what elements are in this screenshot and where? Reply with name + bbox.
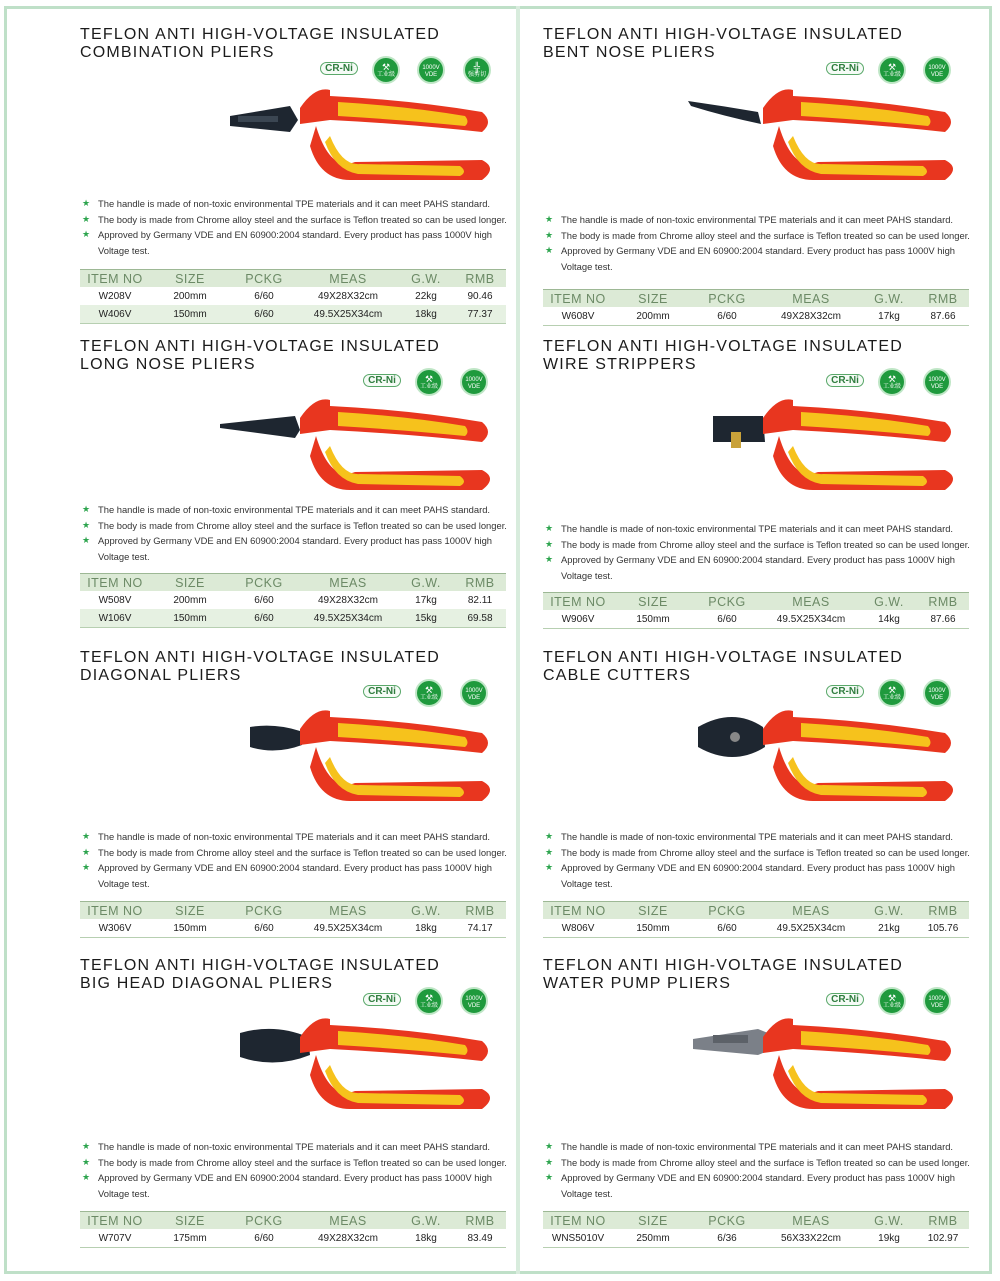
table-cell: W106V [80, 609, 150, 628]
table-cell: 6/60 [254, 594, 274, 606]
table-header-row [543, 1212, 969, 1230]
table-cell: 49.5X25X34cm [298, 305, 398, 324]
product-title: TEFLON ANTI HIGH-VOLTAGE INSULATED COMBINATION PLIERS [80, 26, 440, 61]
table-cell: 105.76 [917, 919, 969, 938]
feature-item: ★ Approved by Germany VDE and EN 60900:2004 standard. Every product has pass 1000V high Voltage test. [545, 862, 955, 889]
table-cell: 6/36 [693, 1229, 761, 1248]
pliers-image [220, 697, 500, 817]
table-header: MEAS [761, 902, 861, 920]
table-cell: W306V [80, 919, 150, 938]
table-cell: 77.37 [454, 305, 506, 324]
table-header-row [543, 290, 969, 308]
table-cell: 83.49 [454, 1229, 506, 1248]
product-section [80, 937, 510, 1242]
table-header: RMB [917, 290, 969, 308]
table-header: G.W. [861, 1212, 917, 1230]
spec-table [80, 573, 506, 628]
feature-item: ★ The handle is made of non-toxic environmental TPE materials and it can meet PAHS standard. [543, 1139, 973, 1155]
table-header: RMB [454, 270, 506, 288]
table-header: PCKG [693, 593, 761, 611]
feature-item: ★ The body is made from Chrome alloy steel and the surface is Teflon treated so can be used longer. [80, 212, 510, 228]
table-row [543, 919, 969, 938]
table-header: SIZE [150, 1212, 230, 1230]
pliers-image [683, 76, 963, 196]
table-cell: 6/60 [230, 305, 298, 324]
table-row [80, 609, 506, 628]
star-bullet-icon: ★ [82, 535, 91, 545]
table-row [80, 1229, 506, 1248]
vde-1000v-icon: 1000V VDE [923, 56, 951, 84]
feature-list [80, 829, 510, 891]
pliers-image [220, 76, 500, 196]
table-header: SIZE [613, 593, 693, 611]
table-header: ITEM NO [80, 574, 150, 592]
table-cell: 6/60 [230, 609, 298, 628]
crni-badge: CR-Ni [826, 374, 864, 387]
spec-table [80, 1211, 506, 1248]
table-header: SIZE [613, 290, 693, 308]
table-cell: 200mm [173, 594, 207, 606]
table-header: PCKG [693, 902, 761, 920]
table-header-row [80, 1212, 506, 1230]
table-header-row [80, 574, 506, 592]
feature-item: ★ The handle is made of non-toxic environmental TPE materials and it can meet PAHS standard. [80, 829, 510, 845]
product-title: TEFLON ANTI HIGH-VOLTAGE INSULATED WIRE STRIPPERS [543, 338, 903, 373]
table-cell: 14kg [861, 610, 917, 629]
table-header: ITEM NO [543, 1212, 613, 1230]
table-header: RMB [917, 902, 969, 920]
table-cell: 49.5X25X34cm [761, 919, 861, 938]
industrial-grade-icon: ⚒ 工业级 [415, 987, 443, 1015]
feature-list [80, 196, 510, 258]
table-header: MEAS [298, 1212, 398, 1230]
table-header: MEAS [298, 574, 398, 592]
table-cell: 49X28X32cm [317, 290, 379, 302]
table-cell: 6/60 [693, 919, 761, 938]
star-bullet-icon: ★ [82, 1156, 91, 1167]
industrial-grade-icon: ⚒ 工业级 [878, 679, 906, 707]
table-row [543, 610, 969, 629]
table-cell: 200mm [613, 307, 693, 326]
star-bullet-icon: ★ [545, 214, 554, 224]
product-section [543, 629, 973, 934]
table-header: SIZE [150, 270, 230, 288]
feature-item: ★ The handle is made of non-toxic environmental TPE materials and it can meet PAHS standard. [543, 212, 973, 228]
industrial-grade-icon: ⚒ 工业级 [878, 987, 906, 1015]
feature-item: ★ The body is made from Chrome alloy steel and the surface is Teflon treated so can be used longer. [543, 1155, 973, 1171]
table-header: PCKG [693, 290, 761, 308]
pliers-image [683, 1005, 963, 1125]
star-bullet-icon: ★ [545, 1141, 554, 1151]
product-section [80, 6, 510, 320]
table-cell: 22kg [415, 290, 437, 302]
table-header: G.W. [398, 902, 454, 920]
spec-table [543, 901, 969, 938]
table-header-row [543, 902, 969, 920]
feature-item: ★ Approved by Germany VDE and EN 60900:2004 standard. Every product has pass 1000V high Voltage test. [545, 1172, 955, 1199]
table-cell: 6/60 [230, 1229, 298, 1248]
column-divider [516, 6, 520, 1274]
feature-item: ★ Approved by Germany VDE and EN 60900:2004 standard. Every product has pass 1000V high Voltage test. [82, 229, 492, 256]
star-bullet-icon: ★ [82, 229, 91, 239]
table-cell: 150mm [613, 610, 693, 629]
table-cell: 87.66 [917, 307, 969, 326]
table-header: G.W. [398, 574, 454, 592]
table-cell: W707V [80, 1229, 150, 1248]
table-cell: W806V [543, 919, 613, 938]
feature-item: ★ Approved by Germany VDE and EN 60900:2004 standard. Every product has pass 1000V high Voltage test. [82, 535, 492, 562]
table-header: G.W. [861, 290, 917, 308]
table-header: RMB [917, 593, 969, 611]
product-section [80, 318, 510, 623]
table-cell: 17kg [861, 307, 917, 326]
crni-badge: CR-Ni [826, 62, 864, 75]
table-header: SIZE [613, 1212, 693, 1230]
table-header: MEAS [298, 902, 398, 920]
table-cell: 49X28X32cm [761, 307, 861, 326]
star-bullet-icon: ★ [545, 831, 554, 841]
table-row [80, 287, 506, 305]
table-cell: 18kg [398, 1229, 454, 1248]
feature-item: ★ The body is made from Chrome alloy steel and the surface is Teflon treated so can be used longer. [543, 537, 973, 553]
table-header: MEAS [298, 270, 398, 288]
feature-item: ★ Approved by Germany VDE and EN 60900:2004 standard. Every product has pass 1000V high Voltage test. [545, 245, 955, 272]
table-header-row [543, 593, 969, 611]
star-bullet-icon: ★ [545, 862, 554, 872]
star-bullet-icon: ★ [82, 1141, 91, 1151]
table-header: SIZE [150, 574, 230, 592]
table-header: PCKG [230, 574, 298, 592]
pliers-image [220, 1005, 500, 1125]
table-header: RMB [917, 1212, 969, 1230]
feature-item: ★ The handle is made of non-toxic environmental TPE materials and it can meet PAHS standard. [80, 1139, 510, 1155]
star-bullet-icon: ★ [545, 245, 554, 255]
table-header: PCKG [230, 1212, 298, 1230]
table-header-row [80, 902, 506, 920]
table-cell: 82.11 [467, 594, 493, 606]
table-header: MEAS [761, 593, 861, 611]
feature-list [543, 521, 973, 583]
feature-list [80, 502, 510, 564]
table-header: RMB [454, 574, 506, 592]
table-cell: 56X33X22cm [761, 1229, 861, 1248]
spec-table [80, 269, 506, 324]
table-header: ITEM NO [80, 1212, 150, 1230]
table-cell: 150mm [150, 305, 230, 324]
table-header: G.W. [861, 902, 917, 920]
star-bullet-icon: ★ [82, 213, 91, 224]
star-bullet-icon: ★ [82, 862, 91, 872]
star-bullet-icon: ★ [545, 229, 554, 240]
table-cell: 18kg [398, 305, 454, 324]
table-cell: 150mm [613, 919, 693, 938]
spec-table [543, 1211, 969, 1248]
table-cell: 49X28X32cm [317, 594, 379, 606]
table-cell: 200mm [173, 290, 207, 302]
product-title: TEFLON ANTI HIGH-VOLTAGE INSULATED DIAGONAL PLIERS [80, 649, 440, 684]
feature-item: ★ The body is made from Chrome alloy steel and the surface is Teflon treated so can be used longer. [80, 518, 510, 534]
table-cell: 21kg [861, 919, 917, 938]
table-cell: 74.17 [454, 919, 506, 938]
product-section [543, 6, 973, 322]
table-cell: 49X28X32cm [298, 1229, 398, 1248]
table-cell: 17kg [415, 594, 437, 606]
feature-item: ★ The body is made from Chrome alloy steel and the surface is Teflon treated so can be used longer. [543, 228, 973, 244]
table-header: ITEM NO [80, 902, 150, 920]
product-section [543, 318, 973, 623]
table-cell: 15kg [398, 609, 454, 628]
table-cell: WNS5010V [543, 1229, 613, 1248]
star-bullet-icon: ★ [82, 831, 91, 841]
table-row [543, 1229, 969, 1248]
star-bullet-icon: ★ [545, 1172, 554, 1182]
crni-badge: CR-Ni [363, 993, 401, 1006]
table-row [80, 919, 506, 938]
vde-1000v-icon: 1000V VDE [923, 679, 951, 707]
vde-1000v-icon: 1000V VDE [460, 679, 488, 707]
table-cell: 6/60 [254, 290, 274, 302]
table-cell: 250mm [613, 1229, 693, 1248]
table-header: ITEM NO [543, 902, 613, 920]
feature-item: ★ The handle is made of non-toxic environmental TPE materials and it can meet PAHS standard. [543, 829, 973, 845]
vde-1000v-icon: 1000V VDE [460, 987, 488, 1015]
feature-item: ★ The body is made from Chrome alloy steel and the surface is Teflon treated so can be used longer. [543, 845, 973, 861]
feature-item: ★ The handle is made of non-toxic environmental TPE materials and it can meet PAHS standard. [80, 196, 510, 212]
table-cell: 6/60 [693, 307, 761, 326]
star-bullet-icon: ★ [545, 538, 554, 549]
feature-item: ★ The body is made from Chrome alloy steel and the surface is Teflon treated so can be used longer. [80, 845, 510, 861]
table-cell: 175mm [150, 1229, 230, 1248]
table-cell: W406V [80, 305, 150, 324]
feature-list [543, 829, 973, 891]
strong-cutting-icon: ╬ 强剪切 [463, 56, 491, 84]
table-row [80, 591, 506, 609]
star-bullet-icon: ★ [545, 554, 554, 564]
table-header: SIZE [613, 902, 693, 920]
table-header: ITEM NO [80, 270, 150, 288]
table-cell: 87.66 [917, 610, 969, 629]
table-header: PCKG [693, 1212, 761, 1230]
table-cell: 102.97 [917, 1229, 969, 1248]
table-header: RMB [454, 902, 506, 920]
feature-item: ★ Approved by Germany VDE and EN 60900:2004 standard. Every product has pass 1000V high Voltage test. [82, 862, 492, 889]
table-cell: 6/60 [693, 610, 761, 629]
industrial-grade-icon: ⚒ 工业级 [415, 679, 443, 707]
product-title: TEFLON ANTI HIGH-VOLTAGE INSULATED BENT NOSE PLIERS [543, 26, 903, 61]
table-cell: W208V [98, 290, 132, 302]
vde-1000v-icon: 1000V VDE [923, 368, 951, 396]
star-bullet-icon: ★ [82, 198, 91, 208]
table-header: PCKG [230, 270, 298, 288]
table-header: SIZE [150, 902, 230, 920]
industrial-grade-icon: ⚒ 工业级 [878, 368, 906, 396]
feature-list [543, 212, 973, 274]
industrial-grade-icon: ⚒ 工业级 [372, 56, 400, 84]
feature-item: ★ Approved by Germany VDE and EN 60900:2004 standard. Every product has pass 1000V high Voltage test. [545, 554, 955, 581]
table-cell: 19kg [861, 1229, 917, 1248]
feature-list [80, 1139, 510, 1201]
industrial-grade-icon: ⚒ 工业级 [878, 56, 906, 84]
table-cell: 49.5X25X34cm [298, 609, 398, 628]
table-header: ITEM NO [543, 290, 613, 308]
crni-badge: CR-Ni [363, 685, 401, 698]
table-header-row [80, 270, 506, 288]
table-cell: 90.46 [467, 290, 493, 302]
pliers-image [220, 386, 500, 506]
crni-badge: CR-Ni [826, 993, 864, 1006]
feature-item: ★ Approved by Germany VDE and EN 60900:2004 standard. Every product has pass 1000V high Voltage test. [82, 1172, 492, 1199]
crni-badge: CR-Ni [320, 62, 358, 75]
feature-item: ★ The handle is made of non-toxic environmental TPE materials and it can meet PAHS standard. [80, 502, 510, 518]
feature-item: ★ The handle is made of non-toxic environmental TPE materials and it can meet PAHS standard. [543, 521, 973, 537]
table-cell: W608V [543, 307, 613, 326]
star-bullet-icon: ★ [82, 504, 91, 514]
industrial-grade-icon: ⚒ 工业级 [415, 368, 443, 396]
table-cell: 49.5X25X34cm [298, 919, 398, 938]
star-bullet-icon: ★ [545, 1156, 554, 1167]
star-bullet-icon: ★ [545, 846, 554, 857]
table-header: G.W. [398, 270, 454, 288]
table-header: G.W. [398, 1212, 454, 1230]
crni-badge: CR-Ni [826, 685, 864, 698]
product-title: TEFLON ANTI HIGH-VOLTAGE INSULATED WATER PUMP PLIERS [543, 957, 903, 992]
table-cell: 150mm [150, 919, 230, 938]
product-title: TEFLON ANTI HIGH-VOLTAGE INSULATED LONG NOSE PLIERS [80, 338, 440, 373]
feature-list [543, 1139, 973, 1201]
star-bullet-icon: ★ [82, 1172, 91, 1182]
product-section [543, 937, 973, 1242]
table-cell: 6/60 [230, 919, 298, 938]
product-title: TEFLON ANTI HIGH-VOLTAGE INSULATED CABLE CUTTERS [543, 649, 903, 684]
star-bullet-icon: ★ [82, 519, 91, 530]
pliers-image [683, 386, 963, 506]
table-header: MEAS [761, 290, 861, 308]
table-header: G.W. [861, 593, 917, 611]
table-header: RMB [454, 1212, 506, 1230]
vde-1000v-icon: 1000V VDE [460, 368, 488, 396]
spec-table [543, 592, 969, 629]
table-cell: 150mm [150, 609, 230, 628]
table-cell: W508V [98, 594, 132, 606]
spec-table [80, 901, 506, 938]
table-header: PCKG [230, 902, 298, 920]
feature-item: ★ The body is made from Chrome alloy steel and the surface is Teflon treated so can be used longer. [80, 1155, 510, 1171]
product-section [80, 629, 510, 934]
table-header: ITEM NO [543, 593, 613, 611]
star-bullet-icon: ★ [82, 846, 91, 857]
table-cell: 49.5X25X34cm [761, 610, 861, 629]
star-bullet-icon: ★ [545, 523, 554, 533]
crni-badge: CR-Ni [363, 374, 401, 387]
product-title: TEFLON ANTI HIGH-VOLTAGE INSULATED BIG HEAD DIAGONAL PLIERS [80, 957, 440, 992]
table-header: MEAS [761, 1212, 861, 1230]
vde-1000v-icon: 1000V VDE [923, 987, 951, 1015]
table-cell: W906V [543, 610, 613, 629]
vde-1000v-icon: 1000V VDE [417, 56, 445, 84]
table-cell: 18kg [398, 919, 454, 938]
table-cell: 69.58 [454, 609, 506, 628]
pliers-image [683, 697, 963, 817]
